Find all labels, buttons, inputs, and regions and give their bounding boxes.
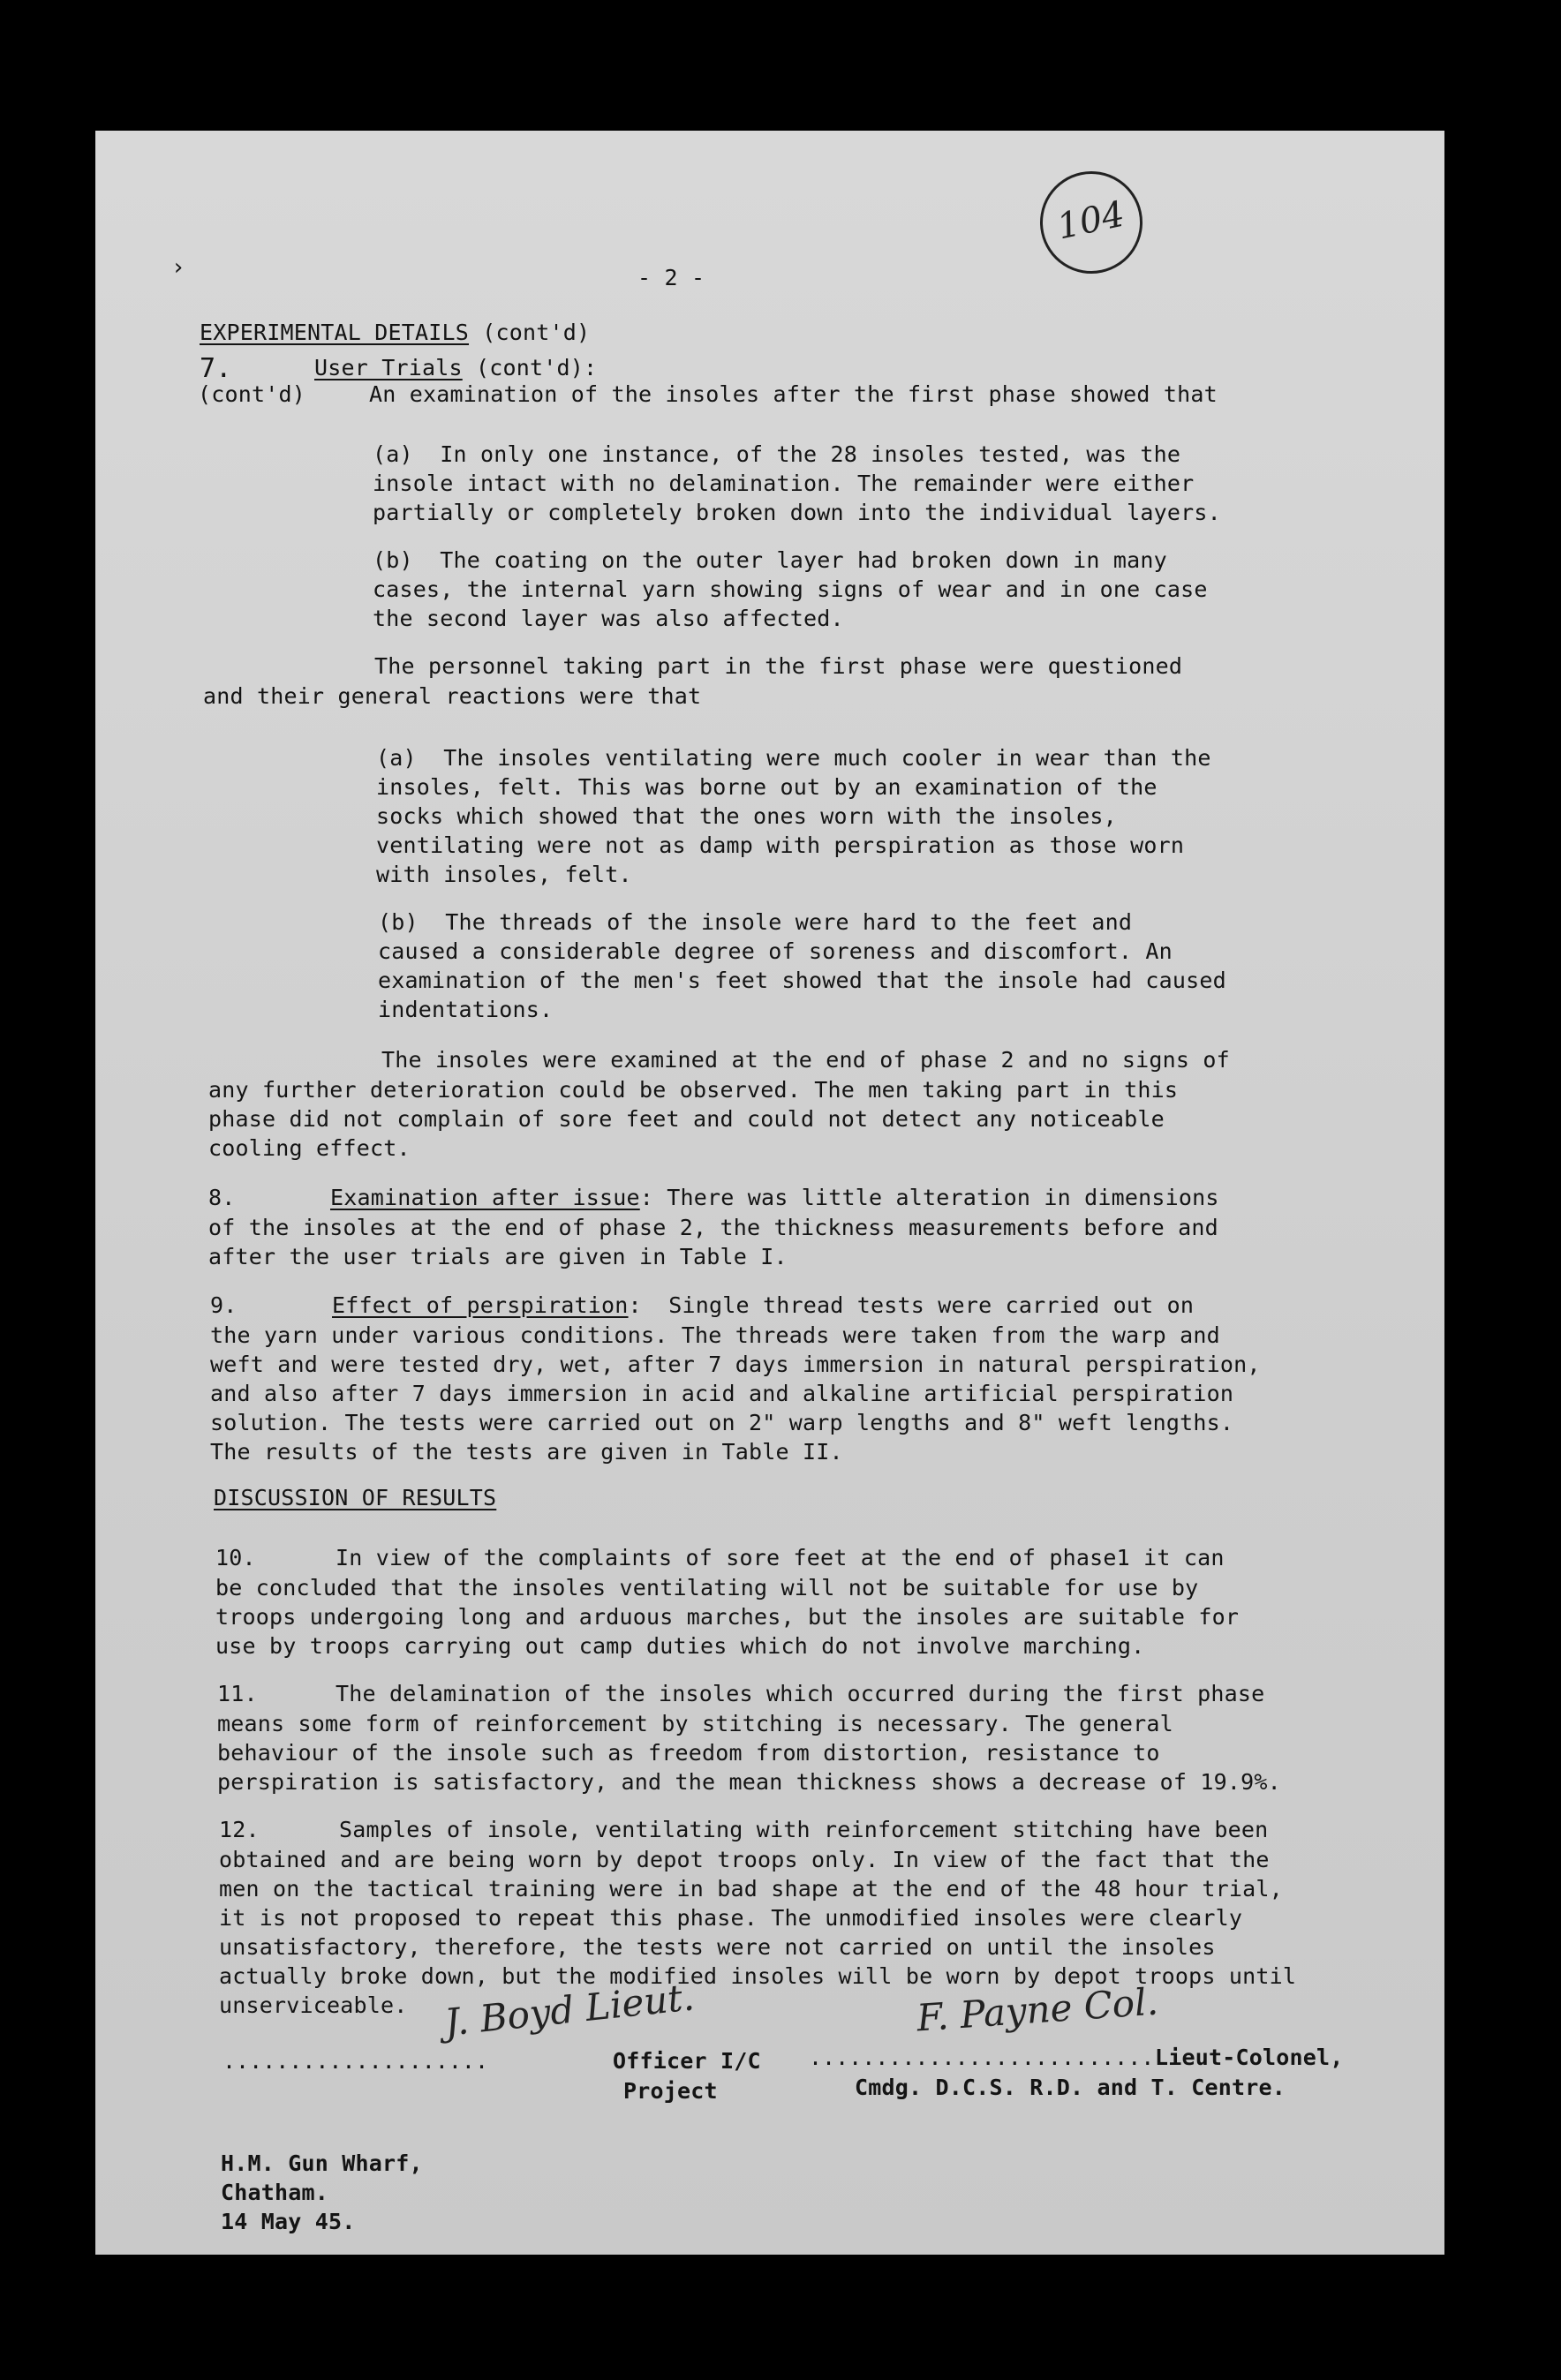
s10-body [215,1573,1239,1661]
right-signatory-sub: Cmdg. D.C.S. R.D. and T. Centre. [855,2075,1286,2100]
s10-line: troops undergoing long and arduous marches, but the insoles are suitable for [215,1604,1240,1630]
s7-title-suffix: (cont'd): [476,355,598,380]
s11-line: means some form of reinforcement by stitching is necessary. The general [217,1711,1173,1736]
s7-cont: (cont'd) [198,381,306,407]
s12-line1: Samples of insole, ventilating with reinforcement stitching have been [339,1817,1269,1842]
s12-line: it is not proposed to repeat this phase. The unmodified insoles were clearly [219,1905,1243,1931]
s7-b-line: cases, the internal yarn showing signs of wear and in one case [373,576,1208,602]
section-heading [200,318,590,347]
s7-a-line: (a) In only one instance, of the 28 insoles tested, was the [373,441,1181,467]
s7-a-line: partially or completely broken down into the individual layers. [373,500,1221,525]
s11-number: 11. [217,1681,258,1706]
address-date: 14 May 45. [221,2209,356,2234]
s12-line: obtained and are being worn by depot troops only. In view of the fact that the [219,1847,1270,1872]
s7-para2-line1: The personnel taking part in the first phase were questioned [374,653,1183,679]
section-heading-title: EXPERIMENTAL DETAILS [200,320,470,345]
address-block [221,2149,423,2236]
s11-line: behaviour of the insole such as freedom from distortion, resistance to [217,1740,1160,1766]
s7-title-text: User Trials [314,355,463,380]
s7-c-line: socks which showed that the ones worn with the insoles, [376,803,1117,829]
s12-line: unsatisfactory, therefore, the tests were not carried on until the insoles [219,1934,1216,1960]
address-line: H.M. Gun Wharf, [221,2150,423,2176]
s7-para3-line1: The insoles were examined at the end of phase 2 and no signs of [381,1047,1230,1073]
s8-line: of the insoles at the end of phase 2, the thickness measurements before and [208,1215,1218,1240]
discussion-heading: DISCUSSION OF RESULTS [214,1485,497,1510]
s8-line: after the user trials are given in Table I. [208,1244,788,1269]
s9-line: solution. The tests were carried out on 2" warp lengths and 8" weft lengths. [210,1410,1234,1435]
left-signatory-sub: Project [623,2078,718,2104]
s8-number: 8. [208,1185,236,1210]
s9-line: the yarn under various conditions. The threads were taken from the warp and [210,1322,1220,1348]
s7-para2-line2: and their general reactions were that [203,683,702,709]
left-signatory-title: Officer I/C [613,2048,761,2074]
s9-line: The results of the tests are given in Table II. [210,1439,843,1465]
s8-line1 [330,1183,1219,1212]
page-stamp [1030,162,1152,283]
s9-line1 [332,1291,1194,1320]
s7-d-line: (b) The threads of the insole were hard to the feet and [378,909,1133,935]
s8-line1-rest: : There was little alteration in dimensions [639,1185,1219,1210]
s10-line: use by troops carrying out camp duties which do not involve marching. [215,1633,1145,1659]
s10-line1: In view of the complaints of sore feet at the end of phase1 it can [336,1545,1225,1570]
s7-d-line: examination of the men's feet showed that the insole had caused [378,968,1226,993]
s7-c-line: with insoles, felt. [376,862,632,887]
s8-body [208,1213,1218,1271]
s7-c-line: (a) The insoles ventilating were much cooler in wear than the [376,745,1211,771]
s7-p3-line: any further deterioration could be observed. The men taking part in this [208,1077,1179,1103]
s11-line: perspiration is satisfactory, and the mean thickness shows a decrease of 19.9%. [217,1769,1281,1795]
s7-para3-rest [208,1075,1178,1163]
document-page [95,131,1444,2255]
side-mark: › [171,254,185,281]
s9-line1-rest: : Single thread tests were carried out on [628,1292,1195,1318]
right-signature: F. Payne Col. [915,1979,1160,2040]
s12-line: actually broke down, but the modified insoles will be worn by depot troops until [219,1963,1297,1989]
s7-number: 7. [200,353,232,384]
stamp-number: 104 [1053,193,1128,248]
s8-title: Examination after issue [330,1185,640,1210]
s9-number: 9. [210,1292,238,1318]
s9-title: Effect of perspiration [332,1292,629,1318]
right-signatory-title: Lieut-Colonel, [1155,2045,1344,2070]
left-signature: J. Boyd Lieut. [442,1975,697,2045]
s11-line1: The delamination of the insoles which occurred during the first phase [336,1681,1265,1706]
s7-title [314,353,597,382]
address-line: Chatham. [221,2180,329,2205]
s7-d-line: indentations. [378,997,554,1022]
s12-line: men on the tactical training were in bad shape at the end of the 48 hour trial, [219,1876,1283,1902]
section-heading-suffix: (cont'd) [482,320,591,345]
s7-b-line: (b) The coating on the outer layer had broken down in many [373,547,1167,573]
s7-intro: An examination of the insoles after the first phase showed that [369,381,1218,407]
left-signature-line: .................... [222,2048,489,2074]
s9-line: and also after 7 days immersion in acid and alkaline artificial perspiration [210,1381,1234,1406]
s10-line: be concluded that the insoles ventilating will not be suitable for use by [215,1575,1199,1600]
s7-c-line: insoles, felt. This was borne out by an examination of the [376,774,1158,800]
s7-item-d [378,908,1226,1024]
s7-b-line: the second layer was also affected. [373,606,844,631]
right-signature-line: .......................... [809,2045,1155,2070]
s9-line: weft and were tested dry, wet, after 7 days immersion in natural perspiration, [210,1352,1261,1377]
s7-c-line: ventilating were not as damp with perspiration as those worn [376,832,1185,858]
s11-body [217,1709,1281,1796]
s7-item-b [373,546,1208,633]
s7-a-line: insole intact with no delamination. The remainder were either [373,471,1195,496]
page-number: - 2 - [637,265,705,290]
s7-item-c [376,743,1211,889]
s7-item-a [373,440,1221,527]
s12-line: unserviceable. [219,1992,408,2018]
s7-p3-line: cooling effect. [208,1135,411,1161]
s9-body [210,1321,1261,1466]
s12-number: 12. [219,1817,260,1842]
s7-p3-line: phase did not complain of sore feet and could not detect any noticeable [208,1106,1165,1132]
s10-number: 10. [215,1545,256,1570]
s7-d-line: caused a considerable degree of soreness and discomfort. An [378,938,1173,964]
